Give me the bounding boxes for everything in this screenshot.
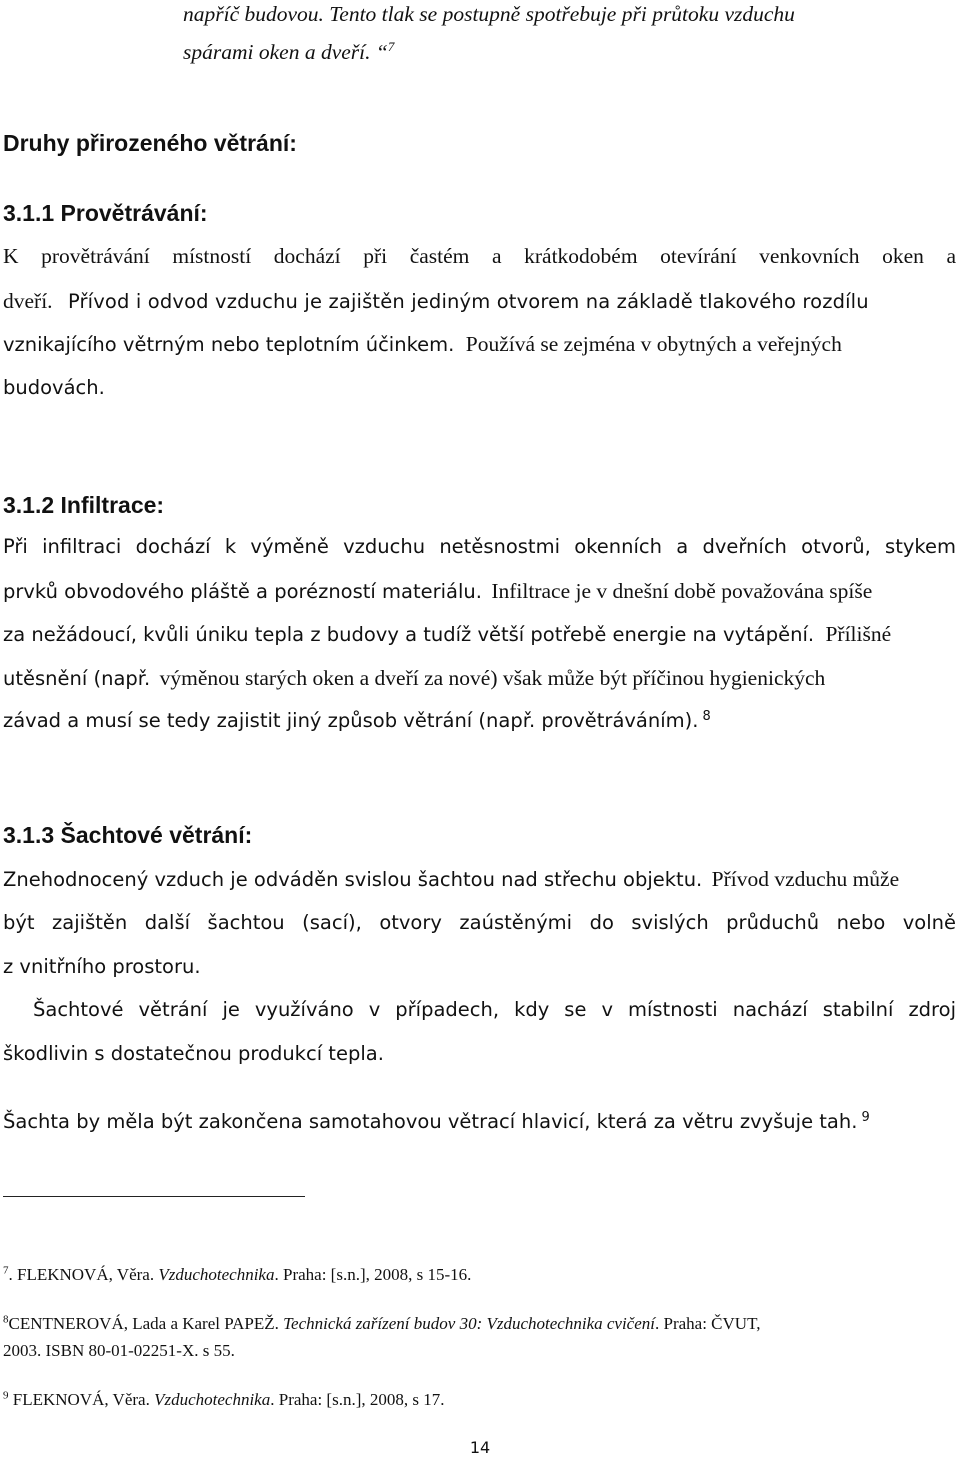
section-3-1-1-line-2 [3, 287, 956, 316]
section-3-1-3-line-5: škodlivin s dostatečnou produkcí tepla. [3, 1042, 384, 1065]
section-3-1-2-line-2 [3, 577, 956, 606]
footnote-ref-8[interactable]: 8 [702, 708, 711, 724]
section-3-1-2-line-4 [3, 664, 956, 693]
section-3-1-3-line-4: Šachtové větrání je využíváno v případech, kdy se v místnosti nachází stabilní zdroj [33, 998, 956, 1021]
intro-line-1: napříč budovou. Tento tlak se postupně spotřebuje při průtoku vzduchu [183, 2, 795, 26]
section-3-1-1-text-d: Používá se zejména v obytných a veřejných [465, 332, 842, 356]
section-3-1-1-line-1: K provětrávání místností dochází při častém a krátkodobém otevírání venkovních oken a [3, 244, 956, 268]
section-3-1-2-text-d: Přílišné [825, 622, 892, 646]
section-3-1-3-heading: 3.1.3 Šachtové větrání: [3, 822, 253, 848]
section-3-1-3-line-6 [3, 1108, 870, 1136]
footnote-separator [3, 1196, 305, 1197]
intro-line-2 [183, 38, 394, 66]
section-3-1-3-text-b: Přívod vzduchu může [711, 867, 900, 891]
footnote-9-pre: FLEKNOVÁ, Věra. [8, 1390, 155, 1409]
footnote-9-number: 9 [3, 1389, 9, 1402]
footnote-8-line-2: 2003. ISBN 80-01-02251-X. s 55. [3, 1341, 235, 1360]
section-3-1-2-text-a: prvků obvodového pláště a porézností materiálu. [3, 580, 482, 603]
footnote-9-post: . Praha: [s.n.], 2008, s 17. [270, 1390, 445, 1409]
intro-line-2-text: spárami oken a dveří. “ [183, 40, 388, 64]
section-3-1-1-line-4: budovách. [3, 376, 105, 399]
section-3-1-3-text-a: Znehodnocený vzduch je odváděn svislou šachtou nad střechu objektu. [3, 868, 703, 891]
section-3-1-3-line-1 [3, 865, 956, 894]
section-3-1-2-line-1: Při infiltraci dochází k výměně vzduchu netěsnostmi okenních a dveřních otvorů, stykem [3, 535, 956, 558]
footnote-7-pre: . FLEKNOVÁ, Věra. [8, 1265, 159, 1284]
footnote-8 [3, 1313, 760, 1335]
section-3-1-2-text-f: výměnou starých oken a dveří za nové) však může být příčinou hygienických [159, 666, 826, 690]
footnote-ref-9[interactable]: 9 [861, 1109, 870, 1125]
section-3-1-2-line-3 [3, 620, 956, 649]
footnote-ref-7[interactable]: 7 [387, 38, 395, 54]
section-3-1-1-text-a: dveří. [3, 289, 53, 313]
types-heading: Druhy přirozeného větrání: [3, 130, 297, 156]
section-3-1-2-text-e: utěsnění (např. [3, 667, 151, 690]
footnote-9 [3, 1389, 444, 1411]
page-number: 14 [469, 1438, 491, 1457]
section-3-1-1-text-c: vznikajícího větrným nebo teplotním účinkem. [3, 333, 455, 356]
footnote-8-post: . Praha: ČVUT, [655, 1314, 761, 1333]
footnote-8-number: 8 [3, 1313, 9, 1326]
section-3-1-3-text-g: Šachta by měla být zakončena samotahovou větrací hlavicí, která za větru zvyšuje tah. [3, 1110, 858, 1133]
section-3-1-3-line-3: z vnitřního prostoru. [3, 955, 201, 978]
section-3-1-2-text-g: závad a musí se tedy zajistit jiný způsob větrání (např. provětráváním). [3, 709, 699, 732]
section-3-1-2-text-b: Infiltrace je v dnešní době považována spíše [491, 579, 873, 603]
footnote-7-post: . Praha: [s.n.], 2008, s 15-16. [274, 1265, 472, 1284]
section-3-1-2-heading: 3.1.2 Infiltrace: [3, 492, 165, 518]
section-3-1-2-text-c: za nežádoucí, kvůli úniku tepla z budovy a tudíž větší potřebě energie na vytápění. [3, 623, 815, 646]
footnote-9-title: Vzduchotechnika [154, 1390, 271, 1409]
footnote-7 [3, 1264, 471, 1286]
section-3-1-1-heading: 3.1.1 Provětrávání: [3, 200, 208, 226]
section-3-1-3-line-2: být zajištěn další šachtou (sací), otvory zaústěnými do svislých průduchů nebo volně [3, 911, 956, 934]
footnote-7-title: Vzduchotechnika [158, 1265, 275, 1284]
section-3-1-2-line-5 [3, 707, 711, 735]
footnote-7-number: 7 [3, 1264, 9, 1277]
section-3-1-1-text-b: Přívod i odvod vzduchu je zajištěn jediným otvorem na základě tlakového rozdílu [67, 290, 869, 313]
footnote-8-pre: CENTNEROVÁ, Lada a Karel PAPEŽ. [8, 1314, 284, 1333]
section-3-1-1-line-3 [3, 330, 956, 359]
footnote-8-title: Technická zařízení budov 30: Vzduchotechnika cvičení [283, 1314, 655, 1333]
